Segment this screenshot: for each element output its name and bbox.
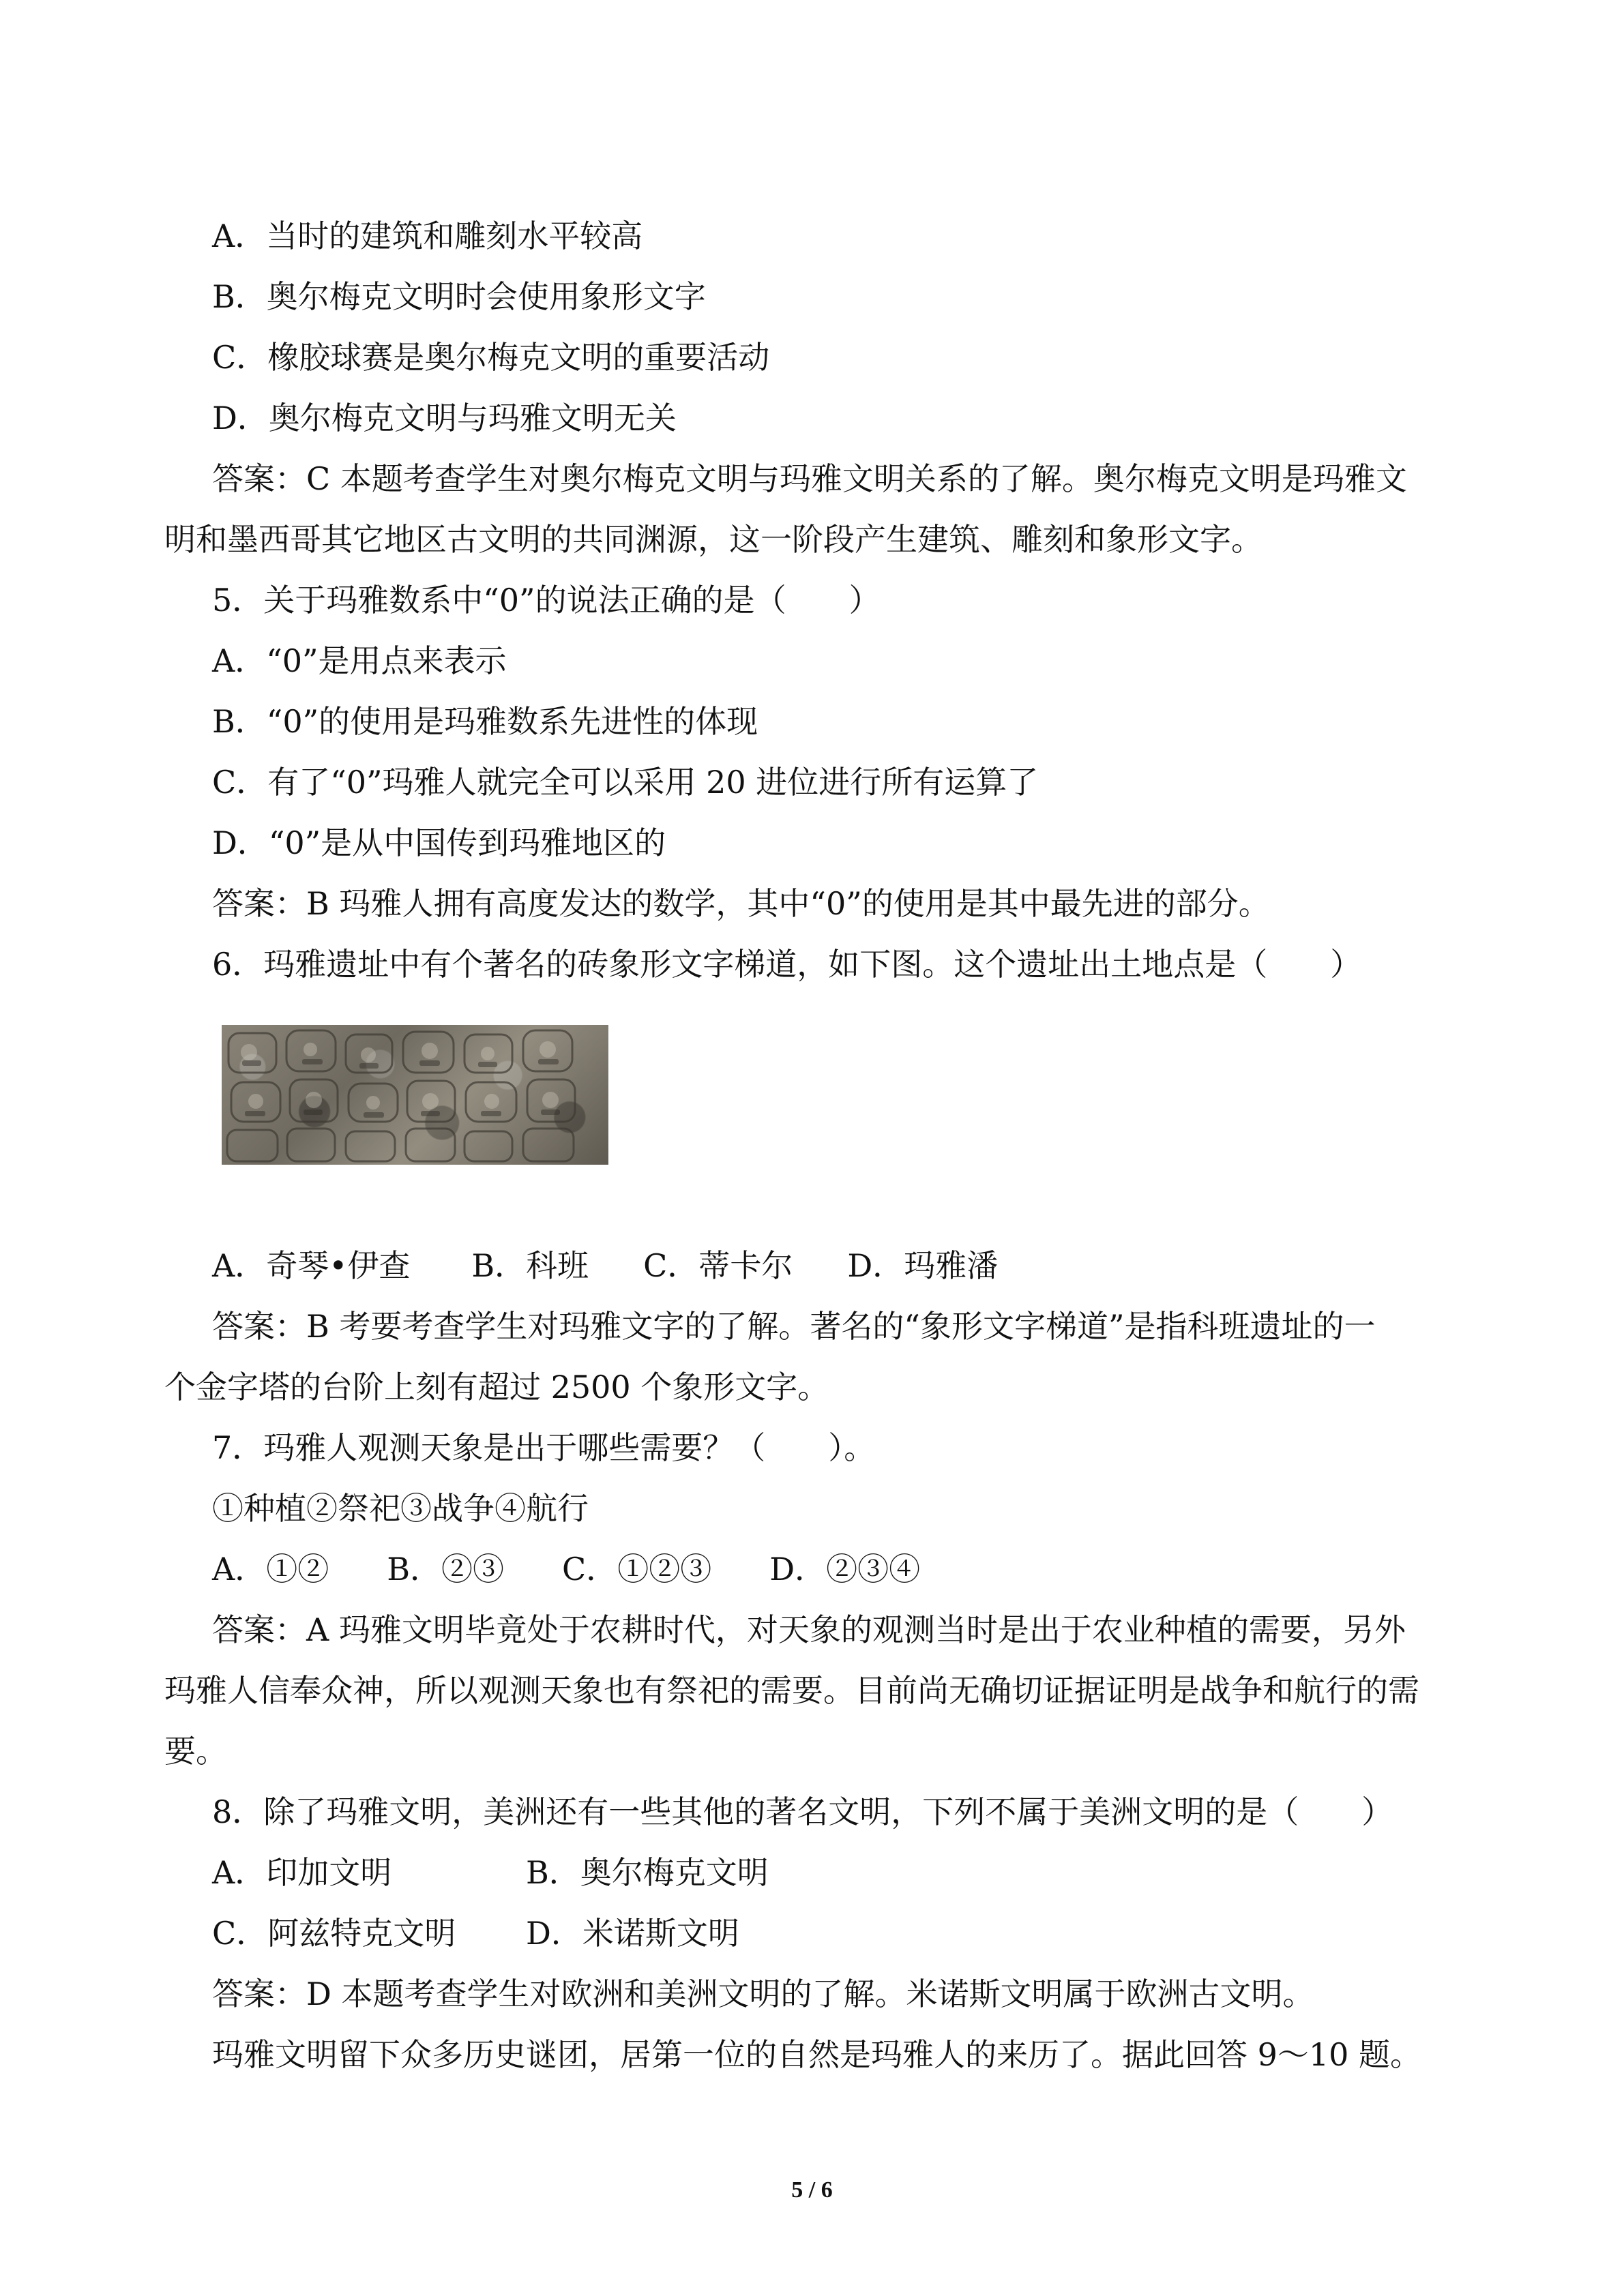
hieroglyphic-stairway-image bbox=[222, 1025, 608, 1165]
q8-stem: 8．除了玛雅文明，美洲还有一些其他的著名文明，下列不属于美洲文明的是（ ） bbox=[212, 1793, 1393, 1830]
q8-answer: 答案：D 本题考查学生对欧洲和美洲文明的了解。米诺斯文明属于欧洲古文明。 bbox=[212, 1976, 1314, 2012]
q4-option-a: A．当时的建筑和雕刻水平较高 bbox=[212, 218, 643, 254]
q5-stem: 5．关于玛雅数系中“0”的说法正确的是（ ） bbox=[212, 582, 881, 618]
q6-option-c: C．蒂卡尔 bbox=[643, 1247, 793, 1284]
q5-option-d: D．“0”是从中国传到玛雅地区的 bbox=[212, 824, 666, 861]
q5-option-b: B．“0”的使用是玛雅数系先进性的体现 bbox=[212, 703, 758, 740]
q6-stem: 6．玛雅遗址中有个著名的砖象形文字梯道，如下图。这个遗址出土地点是（ ） bbox=[212, 946, 1362, 983]
q8-option-d: D．米诺斯文明 bbox=[526, 1915, 739, 1952]
q7-stem: 7．玛雅人观测天象是出于哪些需要？（ ）。 bbox=[212, 1429, 876, 1466]
q7-answer-line1: 答案：A 玛雅文明毕竟处于农耕时代，对天象的观测当时是出于农业种植的需要，另外 bbox=[212, 1611, 1406, 1648]
q4-option-d: D．奥尔梅克文明与玛雅文明无关 bbox=[212, 400, 677, 436]
q4-answer-line2: 明和墨西哥其它地区古文明的共同渊源，这一阶段产生建筑、雕刻和象形文字。 bbox=[164, 521, 1263, 558]
q5-option-a: A．“0”是用点来表示 bbox=[212, 642, 507, 679]
q8-option-b: B．奥尔梅克文明 bbox=[526, 1854, 769, 1891]
q8-options-row2 bbox=[212, 1913, 739, 1954]
q6-option-d: D．玛雅潘 bbox=[847, 1247, 999, 1284]
page-number: 5 / 6 bbox=[791, 2177, 833, 2203]
q7-answer-line3: 要。 bbox=[164, 1733, 227, 1770]
q7-option-a: A．①② bbox=[212, 1551, 329, 1587]
q8-option-a: A．印加文明 bbox=[212, 1854, 392, 1891]
q7-option-d: D．②③④ bbox=[769, 1551, 921, 1587]
q7-option-b: B．②③ bbox=[387, 1551, 505, 1587]
q6-option-b: B．科班 bbox=[471, 1247, 589, 1284]
q4-option-c: C．橡胶球赛是奥尔梅克文明的重要活动 bbox=[212, 339, 770, 376]
q4-answer-line1: 答案：C 本题考查学生对奥尔梅克文明与玛雅文明关系的了解。奥尔梅克文明是玛雅文 bbox=[212, 460, 1407, 497]
q6-options bbox=[212, 1245, 998, 1286]
q7-answer-line2: 玛雅人信奉众神，所以观测天象也有祭祀的需要。目前尚无确切证据证明是战争和航行的需 bbox=[164, 1672, 1419, 1709]
intro-9-10: 玛雅文明留下众多历史谜团，居第一位的自然是玛雅人的来历了。据此回答 9～10 题。 bbox=[212, 2036, 1422, 2073]
q5-option-c: C．有了“0”玛雅人就完全可以采用 20 进位进行所有运算了 bbox=[212, 764, 1039, 801]
q5-answer: 答案：B 玛雅人拥有高度发达的数学，其中“0”的使用是其中最先进的部分。 bbox=[212, 885, 1270, 922]
q4-option-b: B．奥尔梅克文明时会使用象形文字 bbox=[212, 278, 706, 315]
q8-options-row1 bbox=[212, 1852, 769, 1893]
q7-items: ①种植②祭祀③战争④航行 bbox=[212, 1490, 589, 1527]
q6-answer-line1: 答案：B 考要考查学生对玛雅文字的了解。著名的“象形文字梯道”是指科班遗址的一 bbox=[212, 1308, 1376, 1345]
q6-option-a: A．奇琴•伊查 bbox=[212, 1247, 411, 1284]
q7-option-c: C．①②③ bbox=[562, 1551, 712, 1587]
q8-option-c: C．阿兹特克文明 bbox=[212, 1915, 456, 1952]
q7-options bbox=[212, 1549, 920, 1590]
q6-answer-line2: 个金字塔的台阶上刻有超过 2500 个象形文字。 bbox=[164, 1369, 829, 1405]
